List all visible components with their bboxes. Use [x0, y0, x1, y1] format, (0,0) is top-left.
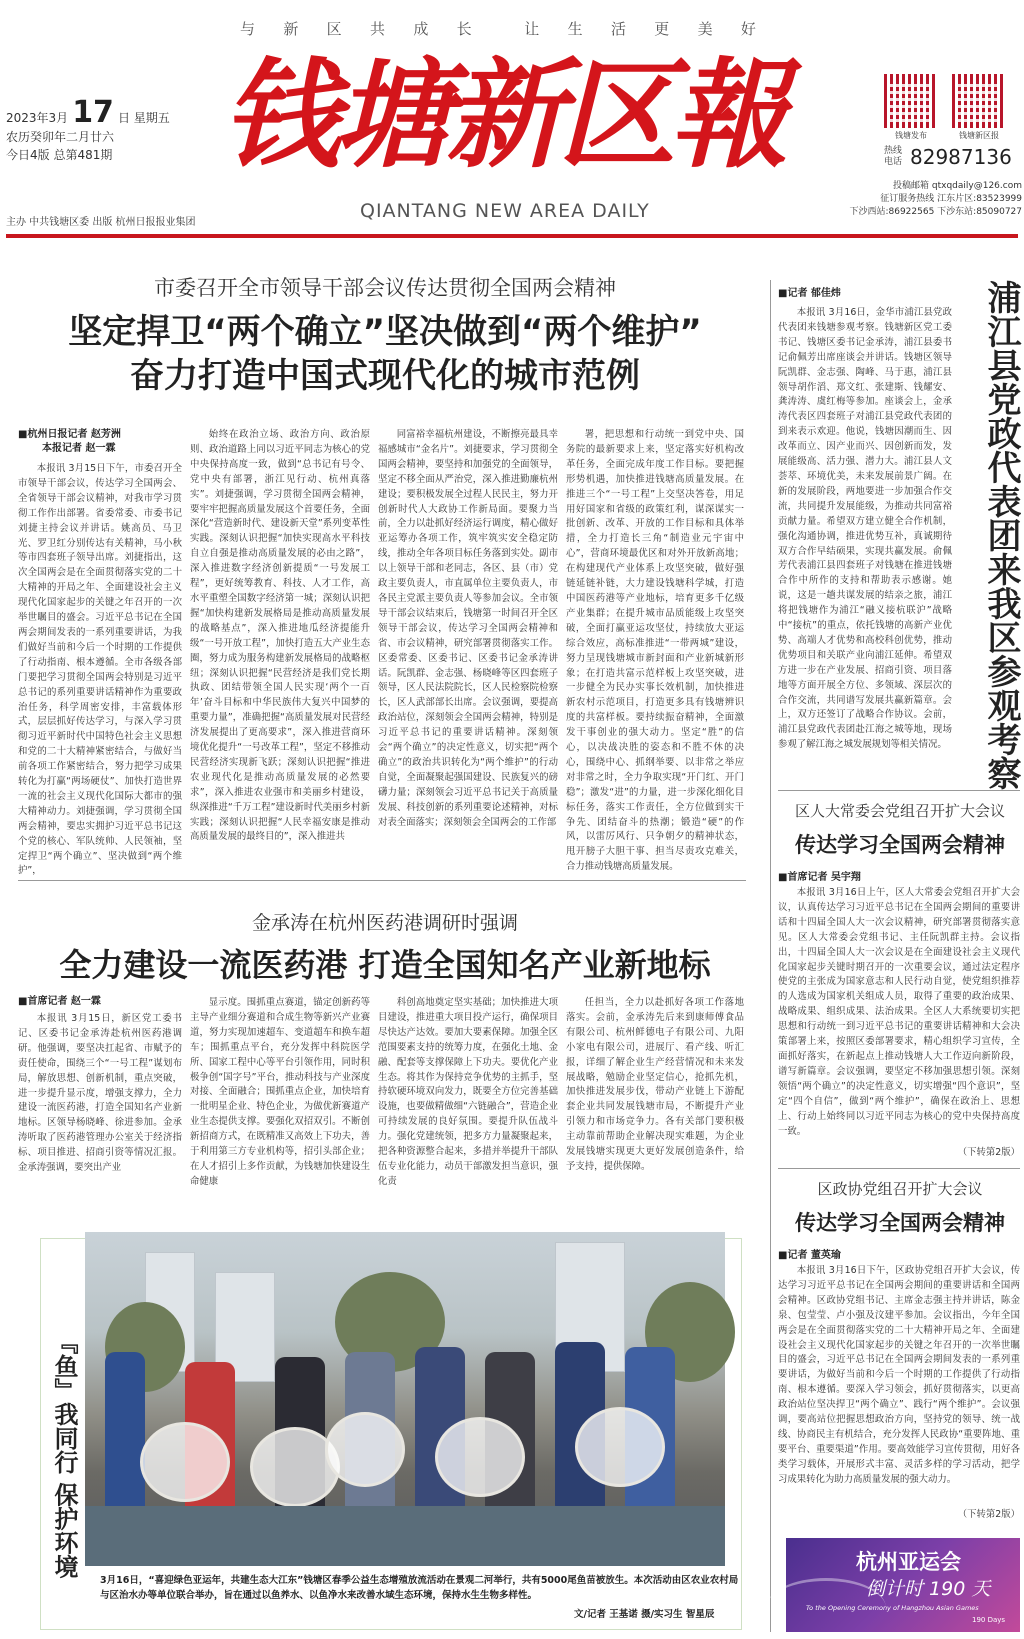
side-article-3-byline: ■记者 董英瑜 [778, 1250, 841, 1261]
side-article-1-body: 本报讯 3月16日，金华市浦江县党政代表团来钱塘参观考察。钱塘新区党工委书记、钱塘区委书记金承涛，浦江县委书记俞佩芳出席座谈会并讲话。钱塘区领导阮凯群、金志强、陶峰、马于惠，浦江县领导胡作滔、郑文红、张建斯、钱耀安、龚涛涛、虞红梅等参加。座谈会上，金承涛代表区四套班子对浦江县党政代表团的到来表示欢迎。他说，钱塘因潮而生、因改革而立、因产业而兴、因创新而发，发展能级高、活力强、潜力大。浦江县人文荟萃、环境优美，未来发展前景广阔。在新的发展阶段，两地要进一步加强合作交流，共同提升发展能级，为推动共同富裕贡献力量。希望双方建立健全合作机制，强化沟通协调，推进优势互补，真诚期待双方合作早结硕果，实现共赢发展。俞佩芳代表浦江县四套班子对钱塘在推进钱塘合作中所作的支持和帮助表示感谢。她说，这是一趟共谋发展的结亲之旅，浦江将把钱塘作为浦江“融义接杭联沪”战略中“接杭”的重点，依托钱塘的高新产业优势、高端人才优势和高校科创优势，推动优势项目和关联产业向浦江延伸。希望双方进一步在产业发展、招商引资、项目落地等方面开展全方位、多领域、深层次的合作交流，共同谱写发展共赢新篇章。会上，双方还签订了战略合作协议。会前，浦江县党政代表团赴江海之城等地，现场参观了解江海之城发展规划等相关情况。 [778, 307, 952, 751]
side-article-2-continue[interactable]: （下转第2版） [957, 1147, 1020, 1158]
main-article-byline-2: 本报记者 赵一霖 [42, 443, 116, 454]
asian-games-countdown-ad[interactable] [786, 1538, 1020, 1632]
qr-label: 钱塘发布 [895, 131, 927, 140]
date-prefix: 2023年3月 [6, 111, 69, 125]
side-article-3-heading [778, 1178, 1022, 1237]
second-article-column: 本报讯 3月15日，新区党工委书记、区委书记金承涛赴杭州医药港调研。他强调，要坚决扛起省、市赋予的责任使命，围绕三个“一号工程”谋划布局，解放思想、创新机制，重点突破，进一步提升显示度，增强支撑力，全力建设一流医药港，打造全国知名产业新地标。区领导杨晓峰、徐进参加。金承涛听取了医药港管理办公室关于经济指标、项目推进、招商引资等情况汇报。金承涛强调，要突出产业 [18, 1013, 182, 1174]
photo-basin [325, 1412, 405, 1487]
slogan-char: 共 [369, 20, 389, 38]
slogan-char: 更 [654, 20, 674, 38]
masthead-slogan [240, 18, 760, 39]
date-day: 17 [72, 95, 114, 130]
qr-code-icon[interactable] [884, 74, 938, 128]
slogan-char: 生 [567, 20, 587, 38]
slogan-char: 美 [697, 20, 717, 38]
section-divider [18, 880, 746, 881]
side-article-3-headline: 传达学习全国两会精神 [795, 1211, 1005, 1235]
photo-water [85, 1506, 725, 1566]
section-divider [778, 1168, 1020, 1169]
subscription-line: 征订服务热线 江东片区:83523999 [880, 194, 1022, 204]
newspaper-logo-en: QIANTANG NEW AREA DAILY [360, 200, 650, 222]
main-article-column: 同富裕幸福杭州建设，不断擦亮最具幸福感城市“金名片”。刘捷要求，学习贯彻全国两会精神，要坚持和加强党的全面领导，坚定不移全面从严治党，深入推进勤廉杭州建设；要积极发展全过程人民民主，努力开创新时代人大政协工作新局面。要聚力当前，全力以赴抓好经济运行调度，精心做好亚运筹办各项工作，筑牢筑实安全稳定防线，推动全年各项目标任务落到实处。副市以上领导干部和老同志，各区、县（市）党政主要负责人，市直属单位主要负责人，市各民主党派主要负责人等参加会议。全市领导干部会议结束后，钱塘第一时间召开全区领导干部会议，传达学习全国两会精神和省、市会议精神，研究部署贯彻落实工作。区委常委、区委书记、区委书记金承涛讲话。阮凯群、金志强、杨晓峰等区四套班子领导，区人民法院院长，区人民检察院检察长，区人武部部长出席。会议强调，要提高政治站位，深刻领会全国两会精神，特别是习近平总书记的重要讲话精神。深刻领会“两个确立”的决定性意义，切实把“两个确立”的政治共识转化为“两个维护”的行动自觉，全面凝聚起强国建设、民族复兴的磅礴力量；深刻领会习近平总书记关于高质量发展、科技创新的系列重要论述精神，对标对表全面落实；深刻领会全国两会的工作部 [378, 429, 558, 828]
slogan-char: 成 [413, 20, 433, 38]
side-article-2-byline: ■首席记者 吴宇翔 [778, 872, 861, 883]
lunar-date: 农历癸卯年二月廿六 [6, 130, 115, 144]
photo-basin [435, 1417, 525, 1497]
hotline-number: 82987136 [910, 145, 1012, 169]
main-article-kicker: 市委召开全市领导干部会议传达贯彻全国两会精神 [154, 276, 616, 300]
section-divider [778, 790, 1020, 791]
side-article-3-kicker: 区政协党组召开扩大会议 [817, 1180, 983, 1198]
photo-person [105, 1352, 145, 1522]
side-article-3-body: 本报讯 3月16日下午，区政协党组召开扩大会议，传达学习习近平总书记在全国两会期间的重要讲话和全国两会精神。区政协党组书记、主席金志强主持并讲话，陈金泉、包莹莹、卢小强及汶建平参加。会议指出，今年全国两会是在全面贯彻落实党的二十大精神开局之年、全面建设社会主义现代化国家起步的关键之年召开的一次举世瞩目的盛会，习近平总书记在全国两会期间发表的一系列重要讲话，为做好当前和今后一个时期的工作提供了行动指南、根本遵循。要深入学习领会，抓好贯彻落实，以更高政治站位坚决捍卫“两个确立”、践行“两个维护”。会议强调，要高站位把握思想政治方向，坚持党的领导、统一战线、协商民主有机结合，充分发挥人民政协“重要阵地、重要平台、重要渠道”作用。要高效能学习宣传贯彻，用好各类学习载体，开展形式丰富、灵活多样的学习活动，把学习成果转化为助力高质量发展的强大动力。 [778, 1265, 1020, 1485]
photo-basin [140, 1422, 230, 1502]
second-article-kicker: 金承涛在杭州医药港调研时强调 [251, 912, 518, 934]
masthead-rule [6, 234, 1018, 238]
second-article-column: 显示度。围抓重点赛道，锚定创新药等主导产业细分赛道和合成生物等新兴产业赛道，努力实现加速超车、变道超车和换车超车；围抓重点平台，充分发挥中科院医学所、国家工程中心等平台引领作用，同时积极争创“国字号”平台，推动科技与产业深度对接、全面融合；围抓重点企业，加快培育一批明星企业、特色企业，为做优新赛道产业生态提供支撑。要强化双招双引。不断创新招商方式，在既精准又高效上下功夫，善于利用第三方专业机构等，招引头部企业；在人才招引上多作贡献，为钱塘加快建设生命健康 [190, 997, 370, 1187]
main-article-column: 署，把思想和行动统一到党中央、国务院的最新要求上来，坚定落实好机构改革任务，全面完成年度工作目标。要把握形势机遇，加快推进钱塘高质量发展。在推进三个“一号工程”上交坚决答卷，用足用好国家和省级的政策红利，谋深谋实一批创新、改革、开放的工作目标和具体举措，全力打造长三角“制造业元宇宙中心”，营商环境最优区和对外开放新高地；在构建现代产业体系上攻坚突破，做好强链延链补链，大力建设钱塘科学城，打造中国医药港等产业地标，培育更多千亿级产业集群；在提升城市品质能级上攻坚突破，全面打赢亚运攻坚仗，持续放大亚运综合效应，高标准推进“一带两城”建设，努力呈现钱塘城市新封面和产业新城新形象；在打造共富示范样板上攻坚突破，进一步健全为民办实事长效机制，加快推进新农村示范项目，打造更多具有钱塘辨识度的共富样板。要持续振奋精神，全面激发干事创业的强大动力。坚定“胜”的信心，以决战决胜的姿态和不胜不休的决心，围绕中心、抓纲举要、以非常之举应对非常之时，全力争取实现“开门红、开门稳”；激发“进”的力量，进一步深化细化目标任务，落实工作责任，全方位做到实干争先、团结奋斗的热潮；锻造“硬”的作风，以雷厉风行、只争朝夕的精神状态，甩开膀子大胆干事、担当尽责攻克难关，合力推动钱塘高质量发展。 [566, 429, 744, 873]
photo-credit: 文/记者 王基诺 摄/实习生 智星辰 [574, 1609, 715, 1620]
publisher-line: 主办 中共钱塘区委 出版 杭州日报报业集团 [6, 217, 196, 228]
second-article-column: 任担当，全力以赴抓好各项工作落地落实。会前，金承涛先后来到康师傅食品有限公司、杭州鲜德电子有限公司、九阳小家电有限公司，进展厅、看产线、听汇报，详细了解企业生产经营情况和未来发展战略，勉励企业坚定信心，抢抓先机，加快推进发展步伐，带动产业链上下游配套企业共同发展钱塘市局，不断提升产业引领力和市场竞争力。各有关部门要积极主动靠前帮助企业解决现实难题，为企业发展钱塘实现更大更好发展创造条件，给予支持，提供保障。 [566, 997, 744, 1172]
side-article-2-headline: 传达学习全国两会精神 [795, 833, 1005, 857]
second-article-byline: ■首席记者 赵一霖 [18, 996, 101, 1007]
main-article-column: 本报讯 3月15日下午，市委召开全市领导干部会议，传达学习全国两会、全省领导干部会议精神，对我市学习贯彻工作作出部署。省委常委、市委书记刘捷主持会议并讲话。姚高员、马卫光、罗卫红分别传达有关精神，马小秋等市四套班子领导出席。刘捷指出，这次全国两会是在全面贯彻落实党的二十大精神的开局之年、全面建设社会主义现代化国家起步的关键之年召开的一次举世瞩目的盛会。习近平总书记在全国两会期间发表的一系列重要讲话，为我们做好当前和今后一个时期的工作提供了行动指南、根本遵循。全市各级各部门要把学习贯彻全国两会特别是习近平总书记的系列重要讲话精神作为重要政治任务，科学周密安排，丰富载体形式，层层抓好传达学习，与深入学习贯彻习近平新时代中国特色社会主义思想和党的二十大精神紧密结合，与做好当前各项工作紧密结合，努力把学习成果转化为打赢“两场硬仗”、加快打造世界一流的社会主义现代化国际大都市的强大精神动力。刘捷强调，学习贯彻全国两会精神，要忠实拥护习近平总书记这个党的核心、军队统帅、人民领袖，坚定捍卫“两个确立”、坚决做到“两个维护”， [18, 463, 182, 877]
main-article-headline-1: 坚定捍卫“两个确立”坚决做到“两个维护” [68, 312, 702, 352]
issue-pages: 今日4版 总第481期 [6, 148, 113, 162]
slogan-char: 与 [240, 20, 260, 38]
date-suffix: 日 星期五 [117, 111, 170, 125]
side-article-2-body: 本报讯 3月16日上午，区人大常委会党组召开扩大会议，认真传达学习习近平总书记在全国两会期间的重要讲话和十四届全国人大一次会议精神，研究部署贯彻落实意见。区人大常委会党组书记、主任阮凯群主持。会议指出，十四届全国人大一次会议是在全面建设社会主义现代化国家起步关键时期召开的一次重要会议，通过法定程序使党的主张成为国家意志和人民行动自觉，使党组织推荐的人选成为国家机关组成人员，取得了重要的政治成果、战略成果、组织成果、法治成果。全区人大系统要切实把思想和行动统一到习近平总书记的重要讲话精神和大会决策部署上来，按照区委部署要求，精心组织学习宣传，全面抓好落实，在新起点上推动钱塘人大工作迈向新阶段，谱写新篇章。会议强调，要坚定不移加强思想引领。深刻领悟“两个确立”的决定性意义，切实增强“四个意识”，坚定“四个自信”，做到“两个维护”，确保在政治上、思想上、行动上始终同以习近平同志为核心的党中央保持高度一致。 [778, 887, 1020, 1137]
ad-title: 杭州亚运会 [856, 1550, 961, 1574]
main-article-column: 始终在政治立场、政治方向、政治原则、政治道路上同以习近平同志为核心的党中央保持高度一致，做到“总书记有号令、党中央有部署，浙江见行动、杭州真落实”。刘捷强调，学习贯彻全国两会精神，要牢牢把握高质量发展这个首要任务，全面深化“营造新时代、建设新天堂”系列变革性实践。深刻认识把握“加快实现高水平科技自立自强是推动高质量发展的必由之路”，深入推进数字经济创新提质“一号发展工程”，更好统筹教育、科技、人才工作，高水平重塑全国数字经济第一城；深刻认识把握“加快构建新发展格局是推动高质量发展的战略基点”，深入推进地瓜经济提能升级“一号开放工程”，加快打造五大产业生态圈，努力成为服务构建新发展格局的战略枢纽；深刻认识把握“民营经济是我们党长期执政、团结带领全国人民实现‘两个一百年’奋斗目标和中华民族伟大复兴中国梦的重要力量”，准确把握“高质量发展对民营经济发展提出了更高要求”，深入推进营商环境优化提升“一号改革工程”，坚定不移推动民营经济实现新飞跃；深刻认识把握“推进农业现代化是推动高质量发展的必然要求”，深入推进农业强市和美丽乡村建设，纵深推进“千万工程”建设新时代美丽乡村新实践；深刻认识把握“人民幸福安康是推动高质量发展的最终目的”，深入推进共 [190, 429, 370, 843]
photo-vertical-caption: 『鱼』我同行 保护环境 [50, 1330, 78, 1579]
submission-email: 投稿邮箱 qtxqdaily@126.com [893, 181, 1022, 191]
second-article-column: 科创高地奠定坚实基础；加快推进大项目建设，推进重大项目投产运行，确保项目尽快达产达效。要加大要素保障。加强全区范围要素支持的统筹力度，在强化土地、金融、配套等支撑保障上下功夫。要优化产业生态。将其作为保持竞争优势的主抓手，坚持软硬环境双向发力，既要全方位完善基础设施，也要做精做细“六链融合”，营造企业可持续发展的良好氛围。要提升队伍战斗力。强化党建统领，把多方力量凝聚起来，把各种资源整合起来，多措并举提升干部队伍专业化能力，动员干部激发担当意识，强化责 [378, 997, 558, 1187]
ad-days-en: 190 Days [972, 1616, 1006, 1624]
photo-caption: 3月16日，“喜迎绿色亚运年，共建生态大江东”钱塘区春季公益生态增殖放流活动在景观二河举行，共有5000尾鱼苗被放生。本次活动由区农业农村局与区治水办等单位联合举办，旨在通过以鱼养水、以鱼净水来改善水域生态环境，保持水生生物多样性。 [100, 1575, 739, 1601]
ad-countdown: 倒计时 190 天 [866, 1578, 991, 1600]
main-article-byline-1: ■杭州日报记者 赵芳洲 [18, 429, 121, 440]
side-article-2-kicker: 区人大常委会党组召开扩大会议 [794, 802, 1005, 820]
issue-date-block [6, 95, 216, 164]
contact-info [826, 180, 1022, 219]
column-divider [770, 280, 771, 1632]
ad-subtitle-en: To the Opening Ceremony of Hangzhou Asian Games [806, 1604, 979, 1612]
newspaper-logo: 钱塘新区報 [222, 45, 783, 184]
hotline-label: 热线电话 [884, 146, 903, 167]
qr-code-icon[interactable] [952, 74, 1006, 128]
qr-label: 钱塘新区报 [959, 131, 999, 140]
qr-codes [884, 74, 1020, 141]
slogan-char: 新 [283, 20, 303, 38]
fish-release-photo[interactable] [85, 1232, 725, 1566]
slogan-char: 活 [610, 20, 630, 38]
photo-basin [575, 1407, 665, 1487]
slogan-char: 长 [456, 20, 476, 38]
side-article-3-continue[interactable]: （下转第2版） [957, 1509, 1020, 1520]
hotline [884, 145, 1012, 169]
side-article-2-heading [778, 800, 1022, 859]
main-article-headline-2: 奋力打造中国式现代化的城市范例 [130, 356, 640, 396]
side-article-1-byline: ■记者 郁佳炜 [778, 288, 841, 299]
masthead [0, 0, 1024, 236]
slogan-char: 让 [524, 20, 544, 38]
second-article-headline: 全力建设一流医药港 打造全国知名产业新地标 [59, 946, 711, 984]
side-article-1-headline: 浦江县党政代表团来我区参观考察 [981, 280, 1021, 790]
slogan-char: 区 [326, 20, 346, 38]
district-line: 下沙西站:86922565 下沙东站:85090727 [849, 207, 1022, 217]
slogan-char: 好 [740, 20, 760, 38]
